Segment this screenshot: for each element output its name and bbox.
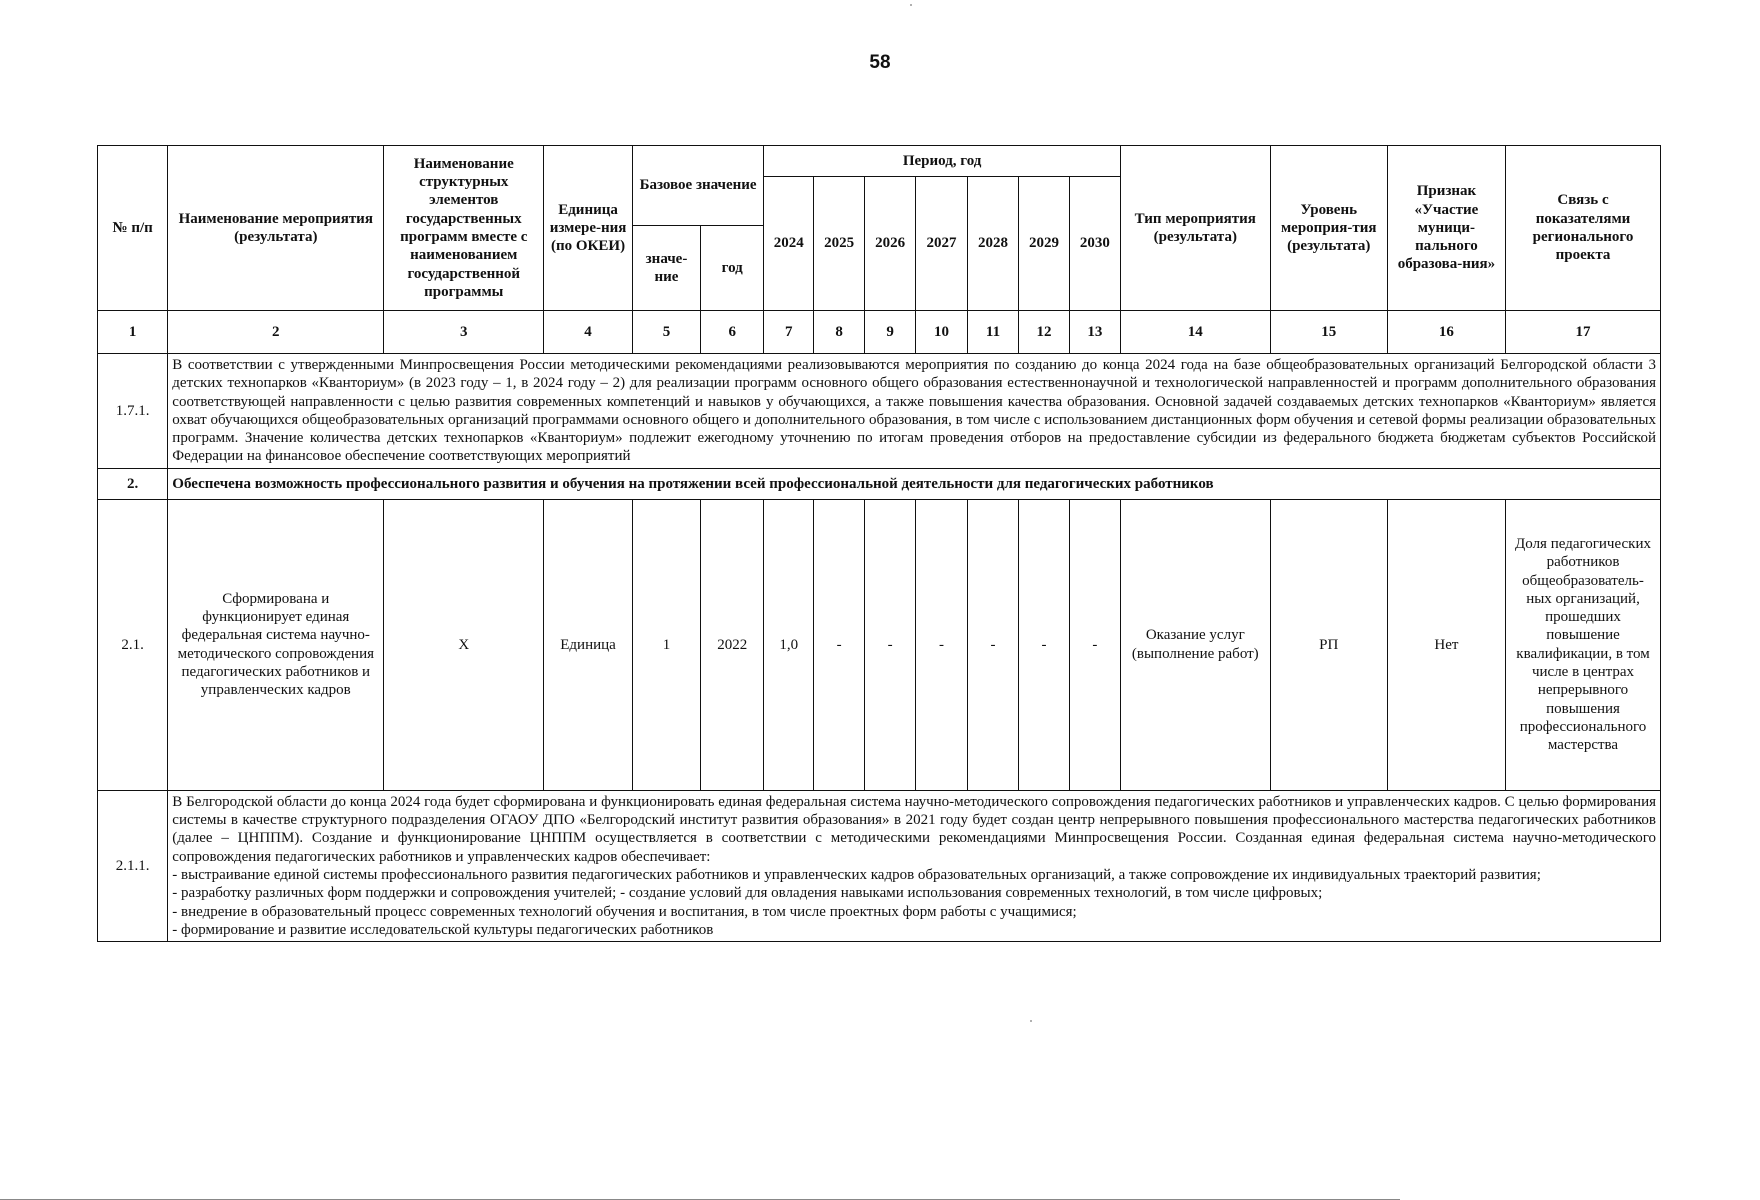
- structural-element: Х: [384, 499, 544, 790]
- scan-speck: [910, 4, 912, 6]
- value-2026: -: [865, 499, 916, 790]
- description-bullet: - формирование и развитие исследовательской культуры педагогических работников: [172, 921, 714, 938]
- header-year-2028: 2028: [968, 177, 1019, 311]
- description-bullet: - выстраивание единой системы профессионального развития педагогических работников и управленческих кадров образовательных организаций, а также сопровождение их индивидуальных траекторий развития;: [172, 866, 1541, 883]
- column-number: 4: [544, 311, 633, 354]
- section-title: Обеспечена возможность профессионального развития и обучения на протяжении всей профессиональной деятельности для педагогических работников: [168, 468, 1661, 499]
- value-2027: -: [916, 499, 968, 790]
- header-base-year: год: [701, 226, 764, 311]
- header-type: Тип мероприятия (результата): [1120, 146, 1270, 311]
- column-number: 6: [701, 311, 764, 354]
- base-year: 2022: [701, 499, 764, 790]
- page-number: 58: [869, 52, 891, 73]
- regional-indicator-link: Доля педагогических работников общеобразователь-ных организаций, прошедших повышение квалификации, в том числе в центрах непрерывного повышения профессионального мастерства: [1506, 499, 1661, 790]
- column-number: 12: [1018, 311, 1069, 354]
- column-number: 10: [916, 311, 968, 354]
- column-number: 13: [1069, 311, 1120, 354]
- row-description: В соответствии с утвержденными Минпросвещения России методическими рекомендациями реализовываются мероприятия по созданию до конца 2024 года на базе общеобразовательных организаций Белгородской области 3 детских технопарков «Кванториум» (в 2023 году – 1, в 2024 году – 2) для реализации программ основного общего образования естественнонаучной и технологической направленностей и программ дополнительного образования соответствующей направленности с целью развития современных компетенций и навыков у обучающихся, а также повышения качества образования. Основной задачей создаваемых детских технопарков «Кванториум» является охват обучающихся общеобразовательных организаций программами основного общего и дополнительного образования, в том числе с использованием дистанционных форм обучения и сетевой формы реализации образовательных программ. Значение количества детских технопарков «Кванториум» подлежит ежегодному уточнению по итогам проведения отборов на предоставление субсидии из федерального бюджета бюджетам субъектов Российской Федерации на финансовое обеспечение соответствующих мероприятий: [168, 354, 1661, 469]
- row-number: 1.7.1.: [98, 354, 168, 469]
- base-value: 1: [632, 499, 700, 790]
- scan-speck: [1030, 1020, 1032, 1022]
- column-number: 15: [1270, 311, 1387, 354]
- column-number: 8: [814, 311, 865, 354]
- municipal-sign: Нет: [1387, 499, 1505, 790]
- row-1-7-1: [98, 354, 1661, 469]
- row-description: [168, 790, 1661, 941]
- description-bullet: - внедрение в образовательный процесс современных технологий обучения и воспитания, в том числе проектных форм работы с учащимися;: [172, 903, 1077, 920]
- header-year-2024: 2024: [764, 177, 814, 311]
- measure-type: Оказание услуг (выполнение работ): [1120, 499, 1270, 790]
- row-number: 2.: [98, 468, 168, 499]
- header-structural: Наименование структурных элементов государственных программ вместе с наименованием государственной программы: [384, 146, 544, 311]
- header-row-1: [98, 146, 1661, 177]
- header-year-2027: 2027: [916, 177, 968, 311]
- header-year-2030: 2030: [1069, 177, 1120, 311]
- header-base: Базовое значение: [632, 146, 763, 226]
- column-number: 14: [1120, 311, 1270, 354]
- row-2-1: [98, 499, 1661, 790]
- measures-table: [97, 145, 1661, 942]
- column-number: 16: [1387, 311, 1505, 354]
- value-2030: -: [1069, 499, 1120, 790]
- row-2: [98, 468, 1661, 499]
- unit-value: Единица: [544, 499, 633, 790]
- header-level: Уровень мероприя-тия (результата): [1270, 146, 1387, 311]
- measure-name: Сформирована и функционирует единая федеральная система научно-методического сопровождения педагогических работников и управленческих кадров: [168, 499, 384, 790]
- header-link: Связь с показателями регионального проекта: [1506, 146, 1661, 311]
- header-base-value: значе-ние: [632, 226, 700, 311]
- column-number: 3: [384, 311, 544, 354]
- header-period: Период, год: [764, 146, 1121, 177]
- value-2024: 1,0: [764, 499, 814, 790]
- value-2029: -: [1018, 499, 1069, 790]
- row-number: 2.1.: [98, 499, 168, 790]
- column-number: 5: [632, 311, 700, 354]
- header-year-2025: 2025: [814, 177, 865, 311]
- header-unit: Единица измере-ния (по ОКЕИ): [544, 146, 633, 311]
- description-paragraph: В Белгородской области до конца 2024 года будет сформирована и функционировать единая федеральная система научно-методического сопровождения педагогических работников и управленческих кадров. С целью формирования системы в качестве структурного подразделения ОГАОУ ДПО «Белгородский институт развития образования» в 2021 году будет создан центр непрерывного повышения профессионального мастерства педагогических работников (далее – ЦНППМ). Создание и функционирование ЦНППМ осуществляется в соответствии с методическими рекомендациями Минпросвещения России. Созданная единая федеральная система научно-методического сопровождения педагогических работников и управленческих кадров обеспечивает:: [172, 793, 1656, 865]
- value-2025: -: [814, 499, 865, 790]
- column-number: 11: [968, 311, 1019, 354]
- column-number: 17: [1506, 311, 1661, 354]
- value-2028: -: [968, 499, 1019, 790]
- header-year-2026: 2026: [865, 177, 916, 311]
- column-number: 1: [98, 311, 168, 354]
- header-name: Наименование мероприятия (результата): [168, 146, 384, 311]
- column-number: 7: [764, 311, 814, 354]
- header-sign: Признак «Участие муници-пального образова-ния»: [1387, 146, 1505, 311]
- row-number: 2.1.1.: [98, 790, 168, 941]
- header-num: № п/п: [98, 146, 168, 311]
- column-number: 2: [168, 311, 384, 354]
- column-number: 9: [865, 311, 916, 354]
- header-year-2029: 2029: [1018, 177, 1069, 311]
- measure-level: РП: [1270, 499, 1387, 790]
- row-2-1-1: [98, 790, 1661, 941]
- description-bullet: - разработку различных форм поддержки и сопровождения учителей; - создание условий для овладения навыками использования современных технологий, в том числе цифровых;: [172, 885, 1323, 902]
- column-number-row: [98, 311, 1661, 354]
